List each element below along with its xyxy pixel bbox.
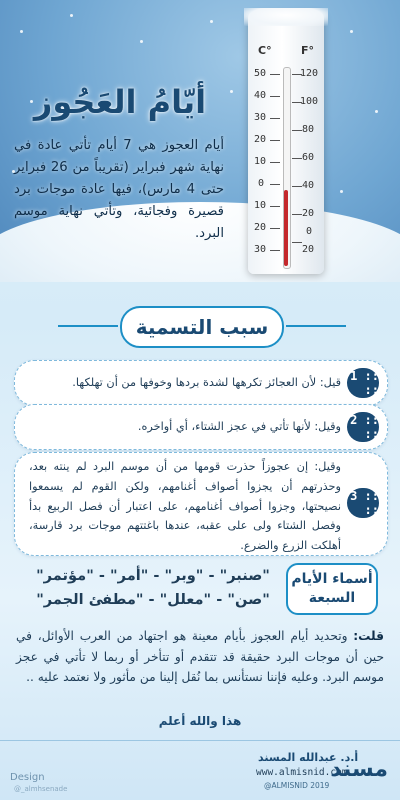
thermometer-tick bbox=[270, 118, 280, 119]
celsius-label: 30 bbox=[254, 244, 267, 255]
snowflake bbox=[230, 90, 233, 93]
seven-days-names bbox=[22, 564, 284, 612]
thermometer bbox=[248, 12, 324, 274]
author-name: أ.د. عبدالله المسند bbox=[258, 751, 359, 764]
design-credit: Design bbox=[10, 772, 45, 783]
fahrenheit-label: 80 bbox=[302, 124, 315, 135]
snowflake bbox=[70, 14, 73, 17]
fahrenheit-label: 60 bbox=[302, 152, 315, 163]
footer-divider bbox=[0, 740, 400, 741]
reason-text: قيل: لأن العجائز تكرهها لشدة بردها وخوفها من أن تهلكها. bbox=[72, 376, 341, 389]
page-title: أيّامُ العَجُوز bbox=[33, 83, 207, 122]
celsius-label: 20 bbox=[254, 222, 267, 233]
intro-paragraph: أيام العجوز هي 7 أيام تأتي عادة في نهاية شهر فبراير (تقريباً من 26 فبراير حتى 4 مارس)، فيها عادة موجات برد قصيرة وفجائية، وتأتي نهاية موسم البرد. bbox=[14, 138, 224, 242]
snowflake bbox=[375, 110, 378, 113]
thermometer-tick bbox=[270, 74, 280, 75]
fahrenheit-label: 40 bbox=[302, 180, 315, 191]
note-text: وتحديد أيام العجوز بأيام معينة هو اجتهاد من العرب الأوائل، في حين أن موجات البرد حقيقة قد تتقدم أو تتأخر أو ربما لا تأتي في عجز موسم البرد. وعليه فإننا نستأنس بما نُقل إلينا من مأثور ولا نعتمد عليه .. bbox=[16, 629, 384, 685]
snowflake bbox=[210, 20, 213, 23]
celsius-label: 10 bbox=[254, 156, 267, 167]
celsius-label: 50 bbox=[254, 68, 267, 79]
reason-card bbox=[14, 360, 388, 406]
fahrenheit-unit-label: °F bbox=[300, 44, 314, 57]
thermometer-tick bbox=[270, 140, 280, 141]
snowflake bbox=[340, 190, 343, 193]
seven-days-names-label bbox=[286, 563, 378, 615]
fahrenheit-label: 100 bbox=[300, 96, 319, 107]
thermometer-tick bbox=[270, 228, 280, 229]
thermometer-tick bbox=[270, 250, 280, 251]
author-website-link[interactable]: www.almisnid.com bbox=[256, 767, 348, 778]
names-line-1: "صنبر" - "وبر" - "أمر" - "مؤتمر" bbox=[36, 567, 270, 584]
reason-card bbox=[14, 404, 388, 450]
naming-section-heading: سبب التسمية bbox=[120, 306, 284, 348]
snowflake bbox=[20, 30, 23, 33]
thermometer-tick bbox=[270, 206, 280, 207]
snowflake bbox=[140, 40, 143, 43]
author-logo: مسند bbox=[330, 757, 388, 782]
reason-number-badge: :: 1 :: bbox=[347, 368, 379, 398]
celsius-label: 0 bbox=[258, 178, 265, 189]
designer-handle: @_almhsenade bbox=[14, 785, 68, 793]
reason-card bbox=[14, 452, 388, 556]
celsius-label: 20 bbox=[254, 134, 267, 145]
note-lead: قلت: bbox=[353, 629, 384, 644]
celsius-label: 10 bbox=[254, 200, 267, 211]
celsius-label: 40 bbox=[254, 90, 267, 101]
reason-text: وقيل: لأنها تأتي في عجز الشتاء، أي أواخره. bbox=[137, 420, 341, 433]
thermometer-tick bbox=[292, 158, 302, 159]
fahrenheit-label: 20 bbox=[302, 244, 315, 255]
closing-phrase: هذا والله أعلم bbox=[158, 714, 242, 728]
thermometer-frost bbox=[244, 8, 328, 26]
thermometer-tick bbox=[270, 162, 280, 163]
names-line-2: "صن" - "معلل" - "مطفئ الجمر" bbox=[36, 591, 270, 608]
author-handle: @ALMISNID 2019 bbox=[264, 781, 330, 790]
celsius-label: 30 bbox=[254, 112, 267, 123]
reason-text: وقيل: إن عجوزاً حذرت قومها من أن موسم البرد لم ينته بعد، وحذرتهم أن يجزوا أصواف أغنامهم، ولكن القوم لم يسمعوا نصيحتها، وجزوا أصواف أغنامهم، على اعتبار أن فصل الربيع بدأ وفصل الشتاء ولى على عقبه، عندها باغتتهم موجات برد قارسة، أهلكت الزرع والضرع. bbox=[29, 460, 341, 553]
fahrenheit-label: 120 bbox=[300, 68, 319, 79]
thermometer-tick bbox=[292, 130, 302, 131]
names-label-line2: السبعة bbox=[308, 590, 356, 606]
fahrenheit-label: 0 bbox=[306, 226, 313, 237]
reason-number-badge: :: 3 :: bbox=[347, 488, 379, 518]
snowflake bbox=[350, 30, 353, 33]
thermometer-tick bbox=[270, 96, 280, 97]
thermometer-mercury bbox=[284, 190, 288, 266]
names-label-line1: أسماء الأيام bbox=[291, 571, 373, 587]
thermometer-tick bbox=[292, 242, 302, 243]
author-note bbox=[16, 626, 384, 688]
reason-number-badge: :: 2 :: bbox=[347, 412, 379, 442]
celsius-unit-label: °C bbox=[258, 44, 272, 57]
thermometer-tick bbox=[270, 184, 280, 185]
thermometer-tick bbox=[292, 186, 302, 187]
thermometer-tick bbox=[292, 214, 302, 215]
fahrenheit-label: 20 bbox=[302, 208, 315, 219]
